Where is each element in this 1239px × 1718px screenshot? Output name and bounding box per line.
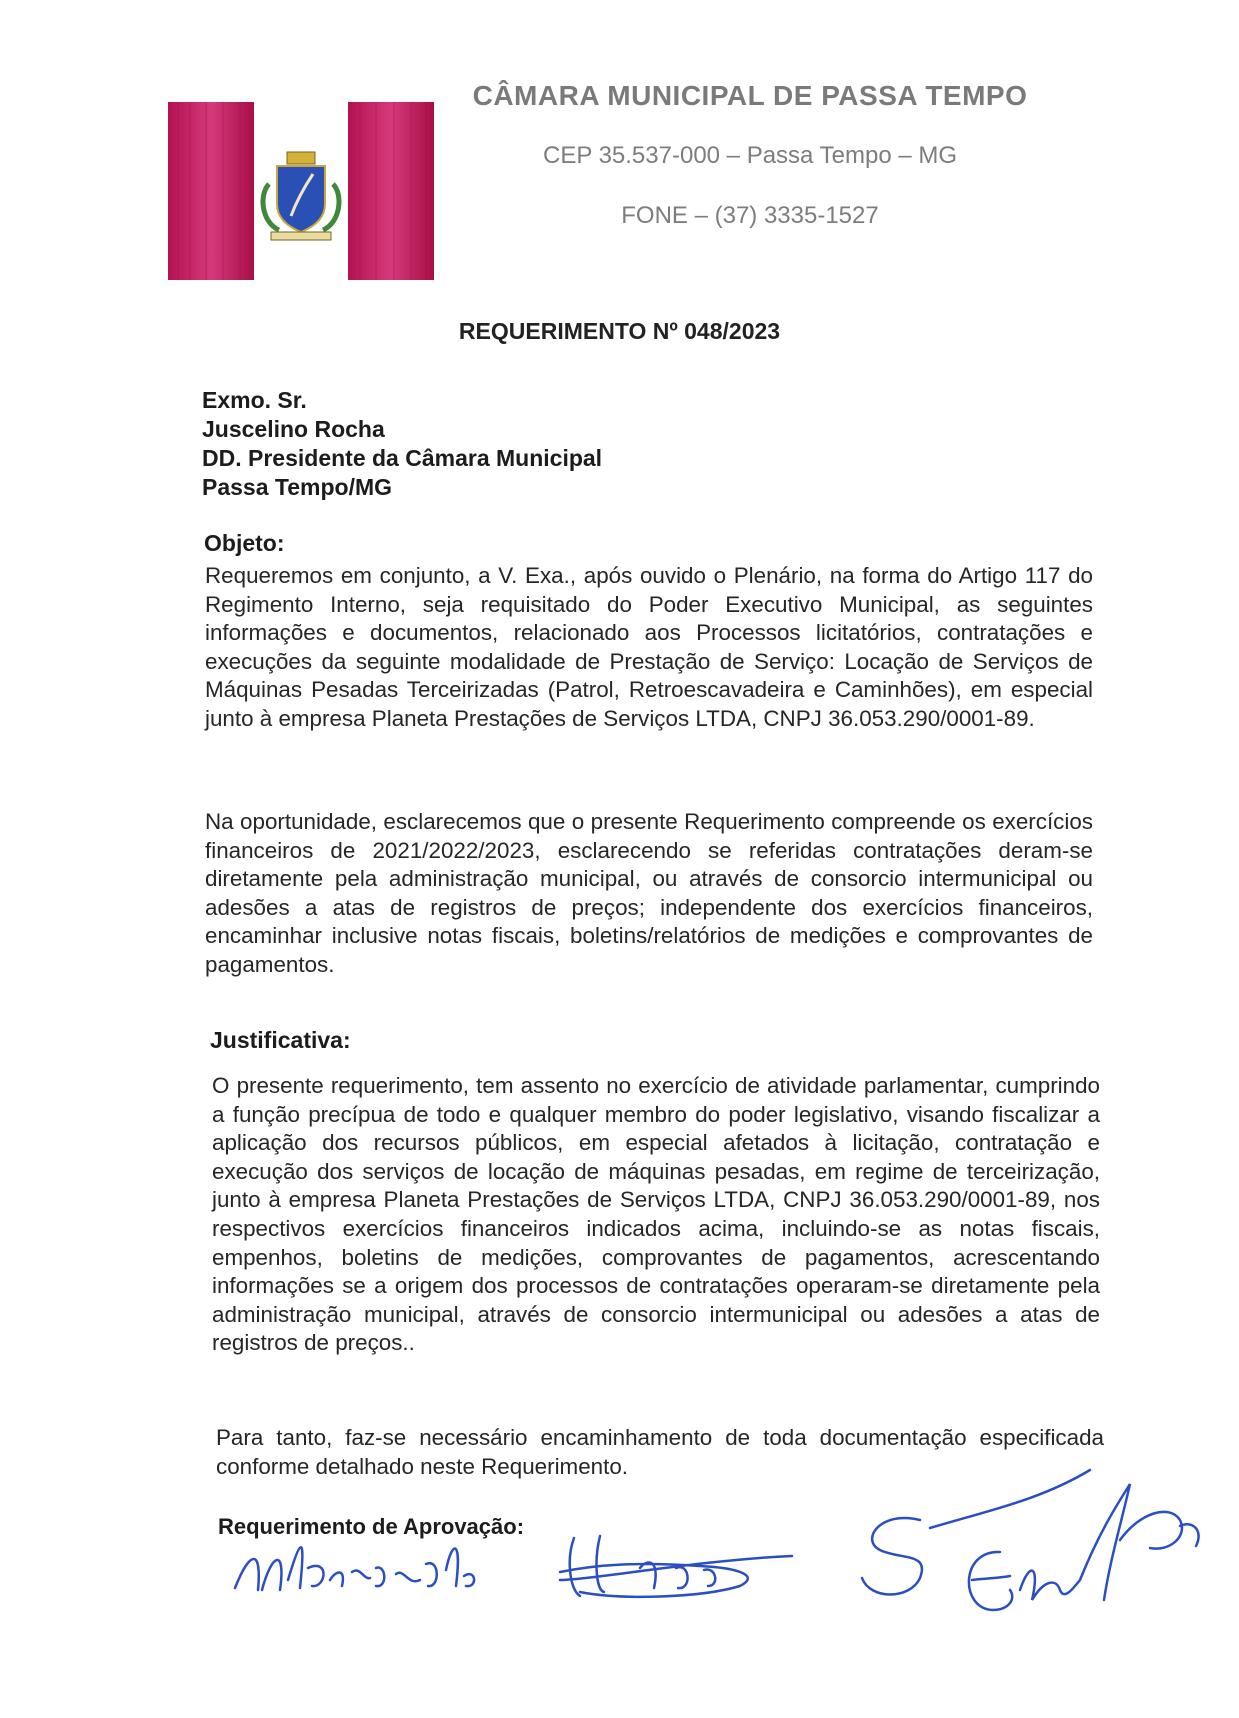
addressee-position: DD. Presidente da Câmara Municipal bbox=[202, 445, 603, 471]
document-title: REQUERIMENTO Nº 048/2023 bbox=[458, 318, 781, 344]
justificativa-label: Justificativa: bbox=[210, 1027, 351, 1053]
signature-4 bbox=[969, 1484, 1199, 1610]
addressee-block bbox=[202, 386, 602, 502]
signature-1 bbox=[235, 1547, 474, 1590]
addressee-salutation: Exmo. Sr. bbox=[202, 387, 307, 413]
approval-label: Requerimento de Aprovação: bbox=[218, 1514, 525, 1539]
municipal-flag-logo bbox=[168, 102, 434, 280]
justificativa-paragraph-1: O presente requerimento, tem assento no exercício de atividade parlamentar, cumprindo a função precípua de todo e qualquer membro do poder legislativo, visando fiscalizar a aplicação dos recursos públicos, em especial afetados à licitação, contratação e execução dos serviços de locação de máquinas pesadas, em regime de terceirização, junto à empresa Planeta Prestações de Serviços LTDA, CNPJ 36.053.290/0001-89, nos respectivos exercícios financeiros indicados acima, incluindo-se as notas fiscais, empenhos, boletins de medições, comprovantes de pagamentos, acrescentando informações se a origem dos processos de contratações operaram-se diretamente pela administração municipal, através de consorcio intermunicipal ou adesões a atas de registros de preços.. bbox=[212, 1073, 1100, 1356]
postal-address: CEP 35.537-000 – Passa Tempo – MG bbox=[542, 142, 958, 169]
objeto-label: Objeto: bbox=[204, 530, 285, 556]
letterhead bbox=[450, 80, 1050, 230]
objeto-paragraph-2: Na oportunidade, esclarecemos que o presente Requerimento compreende os exercícios financeiros de 2021/2022/2023, esclarecendo se referidas contratações deram-se diretamente pela administração municipal, ou através de consorcio intermunicipal ou adesões a atas de registros de preços; independente dos exercícios financeiros, encaminhar inclusive notas fiscais, boletins/relatórios de medições e comprovantes de pagamentos. bbox=[205, 809, 1093, 977]
signature-2 bbox=[560, 1536, 792, 1597]
justificativa-paragraph-2: Para tanto, faz-se necessário encaminhamento de toda documentação especificada conforme detalhado neste Requerimento. bbox=[216, 1425, 1104, 1479]
signature-3 bbox=[862, 1470, 1090, 1595]
objeto-paragraph-1: Requeremos em conjunto, a V. Exa., após ouvido o Plenário, na forma do Artigo 117 do Regimento Interno, seja requisitado do Poder Executivo Municipal, as seguintes informações e documentos, relacionado aos Processos licitatórios, contratações e execuções da seguinte modalidade de Prestação de Serviço: Locação de Serviços de Máquinas Pesadas Terceirizadas (Patrol, Retroescavadeira e Caminhões), em especial junto à empresa Planeta Prestações de Serviços LTDA, CNPJ 36.053.290/0001-89. bbox=[205, 563, 1093, 731]
phone-number: FONE – (37) 3335-1527 bbox=[621, 202, 879, 229]
organization-name: CÂMARA MUNICIPAL DE PASSA TEMPO bbox=[472, 80, 1028, 111]
addressee-location: Passa Tempo/MG bbox=[202, 474, 393, 500]
addressee-name: Juscelino Rocha bbox=[202, 416, 385, 442]
signatures-area bbox=[0, 1440, 1239, 1700]
